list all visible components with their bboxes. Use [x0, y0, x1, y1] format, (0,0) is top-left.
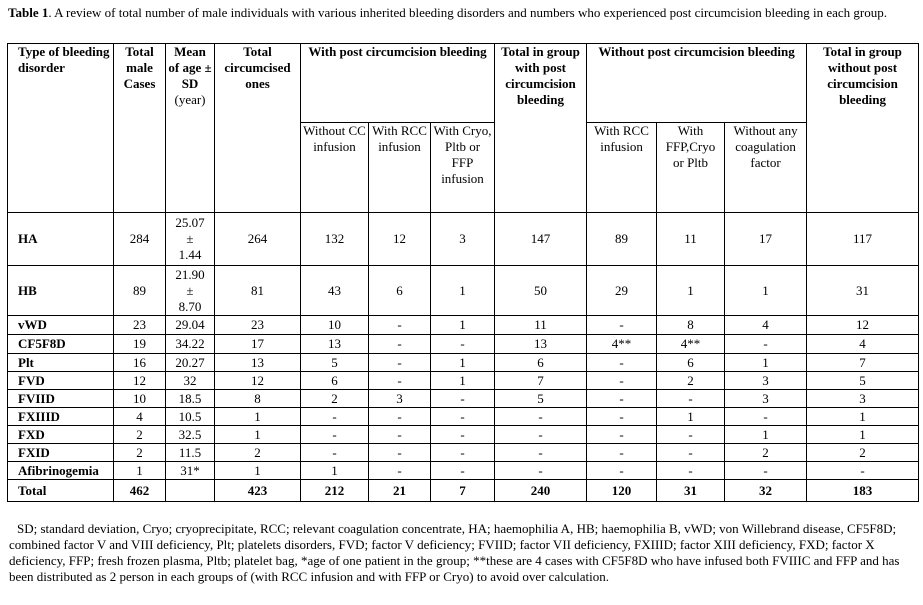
cell-w2: - — [369, 372, 431, 390]
cell-w3: - — [431, 408, 495, 426]
cell-age — [166, 408, 215, 426]
cell-circ: 1 — [215, 462, 301, 480]
cell-age — [166, 426, 215, 444]
cell-circ: 1 — [215, 426, 301, 444]
cell-w2: - — [369, 444, 431, 462]
cell-w2: - — [369, 408, 431, 426]
cell-w1: - — [301, 426, 369, 444]
table-row — [8, 335, 919, 354]
cell-tw: 6 — [495, 354, 587, 372]
cell-age — [166, 372, 215, 390]
row-label: FVIID — [8, 390, 114, 408]
cell-circ: 81 — [215, 266, 301, 316]
cell-to: - — [807, 462, 919, 480]
header-without-bleeding: Without post circumcision bleeding — [587, 44, 807, 123]
cell-o2: 2 — [657, 372, 725, 390]
header-total-without: Total in group without post circumcision bleeding — [807, 44, 919, 213]
cell-age — [166, 390, 215, 408]
cell-w1: 5 — [301, 354, 369, 372]
cell-cases: 284 — [114, 213, 166, 266]
row-label: Plt — [8, 354, 114, 372]
cell-o1: - — [587, 426, 657, 444]
total-cell-w1: 212 — [301, 480, 369, 502]
cell-age — [166, 213, 215, 266]
table-footnote: SD; standard deviation, Cryo; cryoprecipitate, RCC; relevant coagulation concentrate, HA; haemophilia A, HB; haemophilia B, vWD; von Willebrand disease, CF5F8D; combined factor V and VIII deficiency, Plt; platelets disorders, FVD; factor V deficiency; FVIID; factor VII deficiency, FXIIID; factor XIII deficiency, FXD; factor X deficiency, FFP; fresh frozen plasma, Pltb; platelet bag, *age of one patient in the group; **these are 4 cases with CF5F8D who have infused both FVIIIC and FFP and has been distributed as 2 person in each groups of (with RCC infusion and with FFP or Cryo) to avoid over calculation. — [9, 521, 900, 584]
cell-o1: - — [587, 372, 657, 390]
cell-o2: 1 — [657, 266, 725, 316]
total-cell-cases: 462 — [114, 480, 166, 502]
cell-w1: 1 — [301, 462, 369, 480]
cell-o2: 6 — [657, 354, 725, 372]
row-label: FXID — [8, 444, 114, 462]
cell-age — [166, 354, 215, 372]
cell-w1: 43 — [301, 266, 369, 316]
cell-w3: - — [431, 444, 495, 462]
total-cell-o2: 31 — [657, 480, 725, 502]
cell-tw: - — [495, 426, 587, 444]
cell-o3: - — [725, 408, 807, 426]
cell-circ: 13 — [215, 354, 301, 372]
cell-cases: 4 — [114, 408, 166, 426]
row-label: CF5F8D — [8, 335, 114, 354]
total-cell-age — [166, 480, 215, 502]
cell-age — [166, 266, 215, 316]
cell-cases: 19 — [114, 335, 166, 354]
age-part: 1.44 — [178, 247, 202, 262]
cell-w2: 6 — [369, 266, 431, 316]
table-row — [8, 354, 919, 372]
header-total-with: Total in group with post circumcision bleeding — [495, 44, 587, 213]
cell-w3: - — [431, 426, 495, 444]
cell-w3: - — [431, 390, 495, 408]
cell-o3: - — [725, 462, 807, 480]
cell-w2: - — [369, 462, 431, 480]
age-part: 32.5 — [178, 426, 202, 442]
cell-to: 3 — [807, 390, 919, 408]
cell-w1: - — [301, 444, 369, 462]
cell-w2: - — [369, 316, 431, 335]
cell-w2: - — [369, 426, 431, 444]
cell-circ: 1 — [215, 408, 301, 426]
cell-o1: - — [587, 462, 657, 480]
age-part: 10.5 — [178, 408, 202, 424]
cell-o2: 4** — [657, 335, 725, 354]
cell-tw: - — [495, 408, 587, 426]
total-cell-to: 183 — [807, 480, 919, 502]
header-with-rcc: With RCC infusion — [369, 123, 431, 213]
cell-tw: 13 — [495, 335, 587, 354]
cell-w1: - — [301, 408, 369, 426]
row-label: Afibrinogemia — [8, 462, 114, 480]
header-total-male: Total male Cases — [114, 44, 166, 213]
age-part: 8.70 — [178, 298, 202, 314]
table-row — [8, 408, 919, 426]
header-no-bleed-ffp: With FFP,Cryo or Pltb — [657, 123, 725, 213]
cell-circ: 264 — [215, 213, 301, 266]
cell-w1: 13 — [301, 335, 369, 354]
cell-age — [166, 316, 215, 335]
cell-tw: - — [495, 444, 587, 462]
table-row — [8, 390, 919, 408]
cell-circ: 23 — [215, 316, 301, 335]
table-caption-text: . A review of total number of male individuals with various inherited bleeding disorders and numbers who experienced post circumcision bleeding in each group. — [48, 5, 887, 20]
total-cell-w3: 7 — [431, 480, 495, 502]
row-label: FXD — [8, 426, 114, 444]
cell-to: 31 — [807, 266, 919, 316]
cell-w3: 1 — [431, 266, 495, 316]
table-row — [8, 316, 919, 335]
cell-w3: 1 — [431, 372, 495, 390]
cell-o3: 3 — [725, 372, 807, 390]
cell-w2: 3 — [369, 390, 431, 408]
cell-o1: 89 — [587, 213, 657, 266]
cell-tw: - — [495, 462, 587, 480]
age-part: 21.90 — [175, 266, 205, 282]
table-row — [8, 462, 919, 480]
cell-w2: 12 — [369, 213, 431, 266]
age-part: 32 — [183, 372, 197, 388]
header-mean-age-unit: (year) — [174, 92, 206, 107]
cell-o1: - — [587, 354, 657, 372]
age-part: 18.5 — [178, 390, 202, 406]
cell-cases: 1 — [114, 462, 166, 480]
cell-tw: 11 — [495, 316, 587, 335]
cell-cases: 2 — [114, 444, 166, 462]
cell-to: 1 — [807, 408, 919, 426]
header-with-cryo: With Cryo, Pltb or FFP infusion — [431, 123, 495, 213]
cell-o3: - — [725, 335, 807, 354]
table-caption — [8, 4, 888, 21]
cell-to: 1 — [807, 426, 919, 444]
total-cell-o3: 32 — [725, 480, 807, 502]
cell-circ: 8 — [215, 390, 301, 408]
cell-w3: 1 — [431, 354, 495, 372]
total-cell-w2: 21 — [369, 480, 431, 502]
cell-to: 4 — [807, 335, 919, 354]
cell-to: 117 — [807, 213, 919, 266]
cell-o2: 11 — [657, 213, 725, 266]
cell-o1: - — [587, 444, 657, 462]
cell-age — [166, 335, 215, 354]
cell-o3: 1 — [725, 354, 807, 372]
cell-to: 7 — [807, 354, 919, 372]
row-label: FXIIID — [8, 408, 114, 426]
header-no-bleed-rcc: With RCC infusion — [587, 123, 657, 213]
age-part: 11.5 — [178, 444, 202, 460]
age-part: 29.04 — [175, 317, 205, 332]
table-caption-label: Table 1 — [8, 5, 49, 20]
cell-w1: 6 — [301, 372, 369, 390]
cell-age — [166, 444, 215, 462]
cell-w3: - — [431, 335, 495, 354]
cell-w3: 3 — [431, 213, 495, 266]
bleeding-disorders-table — [7, 43, 919, 502]
cell-cases: 89 — [114, 266, 166, 316]
row-label: HA — [8, 213, 114, 266]
cell-o2: - — [657, 462, 725, 480]
age-part: 34.22 — [175, 336, 205, 351]
cell-cases: 23 — [114, 316, 166, 335]
cell-w2: - — [369, 354, 431, 372]
cell-tw: 7 — [495, 372, 587, 390]
age-part: ± — [186, 231, 194, 246]
cell-w1: 132 — [301, 213, 369, 266]
header-mean-age — [166, 44, 215, 213]
age-part: 25.07 — [175, 215, 205, 230]
header-mean-age-label: Mean of age ± SD — [168, 44, 212, 91]
cell-o2: 8 — [657, 316, 725, 335]
cell-age — [166, 462, 215, 480]
cell-o1: - — [587, 390, 657, 408]
header-without-cc: Without CC infusion — [301, 123, 369, 213]
cell-o1: 4** — [587, 335, 657, 354]
cell-o3: 3 — [725, 390, 807, 408]
cell-w1: 10 — [301, 316, 369, 335]
cell-o3: 1 — [725, 266, 807, 316]
cell-o2: 1 — [657, 408, 725, 426]
cell-w3: - — [431, 462, 495, 480]
table-row — [8, 426, 919, 444]
table-row — [8, 372, 919, 390]
cell-tw: 5 — [495, 390, 587, 408]
cell-o3: 4 — [725, 316, 807, 335]
total-cell-o1: 120 — [587, 480, 657, 502]
age-part: 31* — [180, 462, 200, 478]
cell-cases: 2 — [114, 426, 166, 444]
cell-o3: 1 — [725, 426, 807, 444]
cell-o1: 29 — [587, 266, 657, 316]
table-row — [8, 213, 919, 266]
cell-to: 2 — [807, 444, 919, 462]
cell-circ: 2 — [215, 444, 301, 462]
cell-o3: 17 — [725, 213, 807, 266]
header-total-circumcised: Total circumcised ones — [215, 44, 301, 213]
cell-o3: 2 — [725, 444, 807, 462]
cell-o2: - — [657, 390, 725, 408]
row-label: FVD — [8, 372, 114, 390]
cell-cases: 16 — [114, 354, 166, 372]
total-row — [8, 480, 919, 502]
cell-cases: 12 — [114, 372, 166, 390]
age-part: 20.27 — [175, 354, 205, 370]
cell-w2: - — [369, 335, 431, 354]
row-label: HB — [8, 266, 114, 316]
cell-cases: 10 — [114, 390, 166, 408]
cell-o2: - — [657, 426, 725, 444]
row-label: vWD — [8, 316, 114, 335]
cell-tw: 50 — [495, 266, 587, 316]
table-row — [8, 444, 919, 462]
table-row — [8, 266, 919, 316]
age-part: ± — [186, 282, 194, 298]
cell-w3: 1 — [431, 316, 495, 335]
cell-o2: - — [657, 444, 725, 462]
cell-o1: - — [587, 316, 657, 335]
cell-circ: 17 — [215, 335, 301, 354]
total-cell-circ: 423 — [215, 480, 301, 502]
cell-tw: 147 — [495, 213, 587, 266]
header-with-bleeding: With post circumcision bleeding — [301, 44, 495, 123]
cell-circ: 12 — [215, 372, 301, 390]
cell-to: 12 — [807, 316, 919, 335]
total-label: Total — [8, 480, 114, 502]
header-no-bleed-none: Without any coagulation factor — [725, 123, 807, 213]
total-cell-tw: 240 — [495, 480, 587, 502]
header-type: Type of bleeding disorder — [8, 44, 114, 213]
cell-o1: - — [587, 408, 657, 426]
cell-to: 5 — [807, 372, 919, 390]
cell-w1: 2 — [301, 390, 369, 408]
